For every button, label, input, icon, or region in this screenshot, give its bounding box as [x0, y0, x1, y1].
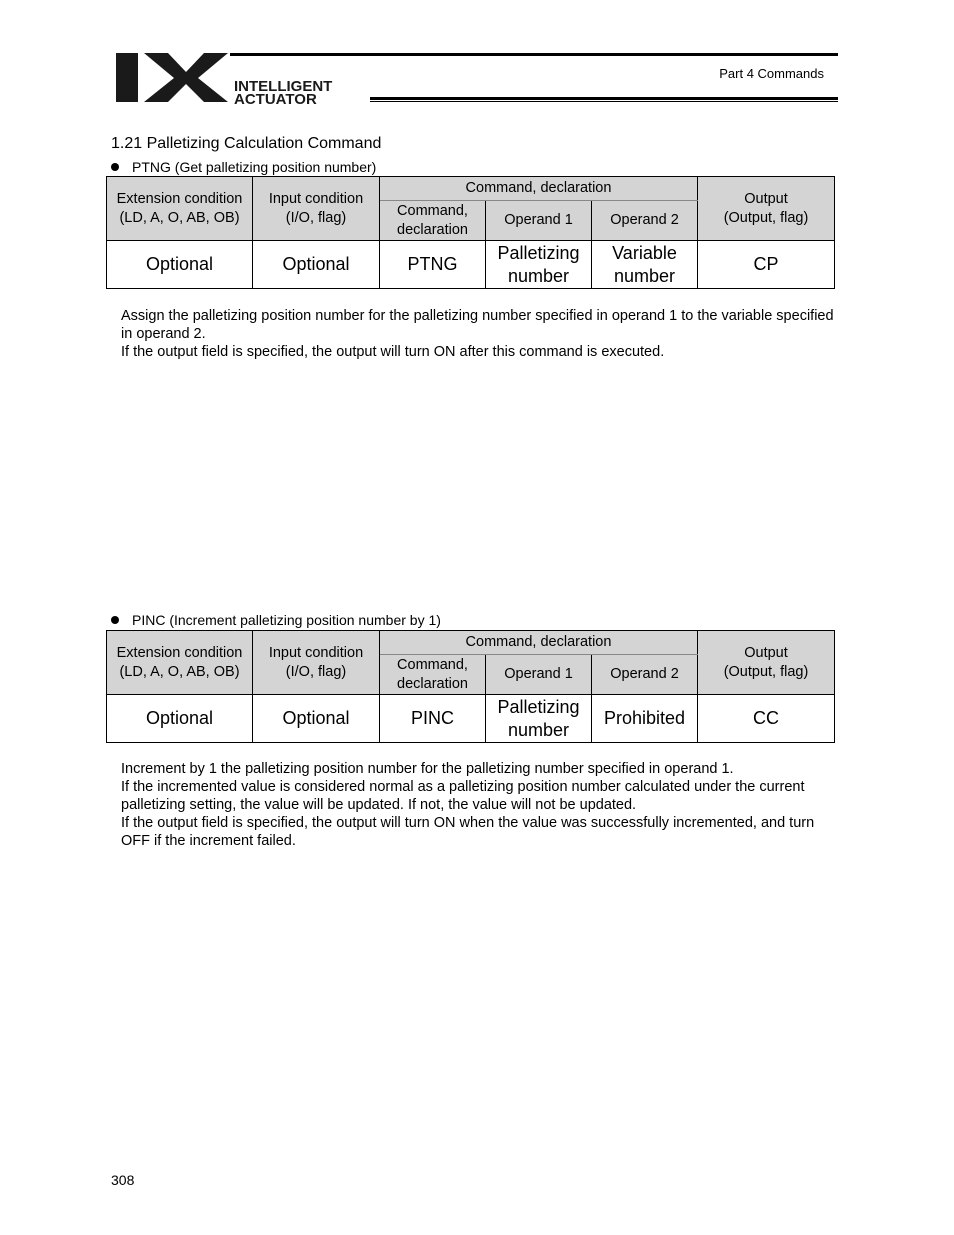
pinc-description-paragraph: Increment by 1 the palletizing position number for the palletizing number specified in operand 1. — [121, 761, 734, 777]
header-command-group: Command, declaration — [380, 177, 698, 201]
header-rule-top — [230, 53, 838, 56]
bullet-dot-icon — [111, 616, 119, 624]
cell-output: CP — [698, 241, 835, 289]
header-rule-bottom — [370, 97, 838, 100]
ptng-description-paragraph: If the output field is specified, the output will turn ON after this command is executed. — [121, 344, 665, 360]
section-title: 1.21 Palletizing Calculation Command — [111, 135, 382, 152]
pinc-description-paragraph: If the output field is specified, the output will turn ON when the value was successfully incremented, and turn OFF if the increment failed. — [121, 815, 815, 849]
pinc-bullet-text: PINC (Increment palletizing position number by 1) — [132, 612, 441, 628]
cell-input: Optional — [253, 695, 380, 743]
pinc-command-table — [106, 630, 835, 743]
header-rule-thin — [370, 101, 838, 102]
cell-command: PINC — [380, 695, 486, 743]
header-input-condition: Input condition (I/O, flag) — [253, 177, 380, 241]
cell-output: CC — [698, 695, 835, 743]
pinc-description-paragraph: If the incremented value is considered normal as a palletizing position number calculated under the current palletizing setting, the value will be updated. If not, the value will not be updated. — [121, 779, 805, 813]
logo-text-actuator: ACTUATOR — [234, 91, 317, 106]
cell-extension: Optional — [107, 241, 253, 289]
header-input-condition: Input condition (I/O, flag) — [253, 631, 380, 695]
ptng-description — [121, 307, 841, 361]
logo-text-intelligent: INTELLIGENT — [234, 78, 333, 95]
cell-operand1: Palletizing number — [486, 695, 592, 743]
cell-operand2: Prohibited — [592, 695, 698, 743]
cell-operand1: Palletizing number — [486, 241, 592, 289]
ptng-bullet-text: PTNG (Get palletizing position number) — [132, 159, 377, 175]
ptng-command-table — [106, 176, 835, 289]
cell-extension: Optional — [107, 695, 253, 743]
header-output: Output (Output, flag) — [698, 177, 835, 241]
header-command-declaration: Command, declaration — [380, 655, 486, 695]
cell-command: PTNG — [380, 241, 486, 289]
bullet-dot-icon — [111, 163, 119, 171]
pinc-description — [121, 760, 841, 850]
header-output: Output (Output, flag) — [698, 631, 835, 695]
header-extension-condition: Extension condition (LD, A, O, AB, OB) — [107, 177, 253, 241]
header-command-group: Command, declaration — [380, 631, 698, 655]
pinc-bullet — [111, 612, 441, 628]
ix-intelligent-actuator-logo — [114, 50, 404, 106]
part-label: Part 4 Commands — [719, 66, 824, 81]
page-number: 308 — [111, 1172, 135, 1188]
header-command-declaration: Command, declaration — [380, 201, 486, 241]
header-operand1: Operand 1 — [486, 655, 592, 695]
cell-operand2: Variable number — [592, 241, 698, 289]
cell-input: Optional — [253, 241, 380, 289]
header-operand1: Operand 1 — [486, 201, 592, 241]
header-operand2: Operand 2 — [592, 655, 698, 695]
ptng-bullet — [111, 159, 376, 175]
ptng-description-paragraph: Assign the palletizing position number for the palletizing number specified in operand 1 to the variable specified in operand 2. — [121, 308, 834, 342]
header-operand2: Operand 2 — [592, 201, 698, 241]
header-extension-condition: Extension condition (LD, A, O, AB, OB) — [107, 631, 253, 695]
